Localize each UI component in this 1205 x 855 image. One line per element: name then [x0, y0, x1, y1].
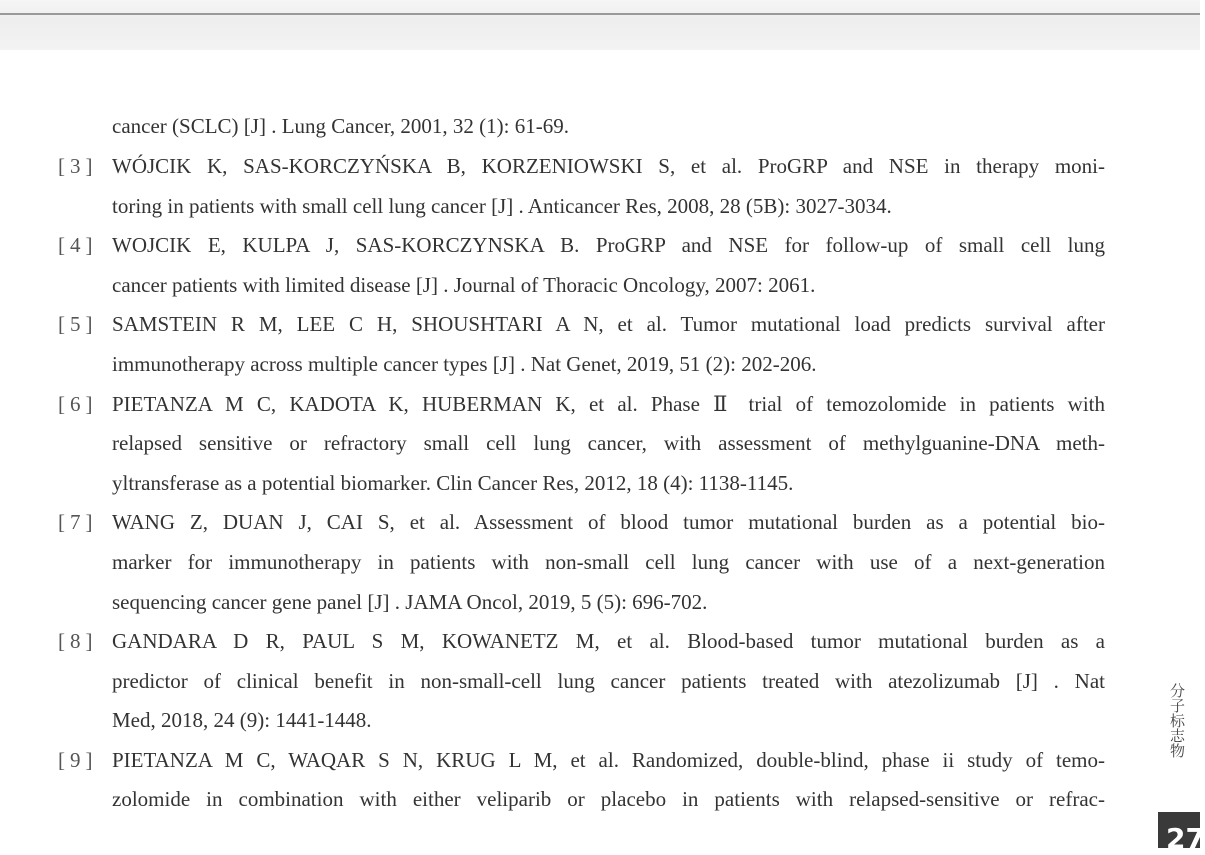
ref-8-line-1: GANDARA D R, PAUL S M, KOWANETZ M, et al. Blood-based tumor mutational burden as a — [112, 629, 1105, 653]
page-number-tab — [1158, 812, 1205, 855]
header-rule — [0, 13, 1200, 15]
ref-6-number: [6] — [58, 392, 98, 416]
ref-7-number: [7] — [58, 510, 98, 534]
scan-header-band — [0, 0, 1200, 50]
ref-6-line-2: relapsed sensitive or refractory small cell lung cancer, with assessment of methylguanine-DNA meth- — [112, 431, 1105, 455]
ref-5-line-2: immunotherapy across multiple cancer types [J] . Nat Genet, 2019, 51 (2): 202-206. — [112, 352, 817, 376]
ref-5-line-1: SAMSTEIN R M, LEE C H, SHOUSHTARI A N, et al. Tumor mutational load predicts survival after — [112, 312, 1105, 336]
ref-3-number: [3] — [58, 154, 98, 178]
ref-4-line-2: cancer patients with limited disease [J] . Journal of Thoracic Oncology, 2007: 2061. — [112, 273, 816, 297]
ref-9-number: [9] — [58, 748, 98, 772]
ref-3-line-2: toring in patients with small cell lung cancer [J] . Anticancer Res, 2008, 28 (5B): 3027-3034. — [112, 194, 892, 218]
ref-9-line-1: PIETANZA M C, WAQAR S N, KRUG L M, et al. Randomized, double-blind, phase ii study of temo- — [112, 748, 1105, 772]
ref-4-line-1: WOJCIK E, KULPA J, SAS-KORCZYNSKA B. ProGRP and NSE for follow-up of small cell lung — [112, 233, 1105, 257]
ref-4-number: [4] — [58, 233, 98, 257]
ref-8-line-3: Med, 2018, 24 (9): 1441-1448. — [112, 708, 372, 732]
ref-6-line-1: PIETANZA M C, KADOTA K, HUBERMAN K, et al. Phase Ⅱ trial of temozolomide in patients with — [112, 392, 1105, 416]
ref-6-line-3: yltransferase as a potential biomarker. Clin Cancer Res, 2012, 18 (4): 1138-1145. — [112, 471, 794, 495]
ref-8-line-2: predictor of clinical benefit in non-small-cell lung cancer patients treated with atezolizumab [J] . Nat — [112, 669, 1105, 693]
ref-3-line-1: WÓJCIK K, SAS-KORCZYŃSKA B, KORZENIOWSKI S, et al. ProGRP and NSE in therapy moni- — [112, 154, 1105, 178]
ref-9-line-2: zolomide in combination with either veliparib or placebo in patients with relapsed-sensitive or refrac- — [112, 787, 1105, 811]
page-number: 27 — [1166, 822, 1205, 855]
ref-5-number: [5] — [58, 312, 98, 336]
ref-8-number: [8] — [58, 629, 98, 653]
ref-7-line-3: sequencing cancer gene panel [J] . JAMA Oncol, 2019, 5 (5): 696-702. — [112, 590, 708, 614]
ref-7-line-1: WANG Z, DUAN J, CAI S, et al. Assessment of blood tumor mutational burden as a potential bio- — [112, 510, 1105, 534]
ref-7-line-2: marker for immunotherapy in patients with non-small cell lung cancer with use of a next-generation — [112, 550, 1105, 574]
ref-2-line-1: cancer (SCLC) [J] . Lung Cancer, 2001, 32 (1): 61-69. — [112, 114, 569, 138]
chapter-side-label: 分子标志物 — [1168, 683, 1186, 758]
